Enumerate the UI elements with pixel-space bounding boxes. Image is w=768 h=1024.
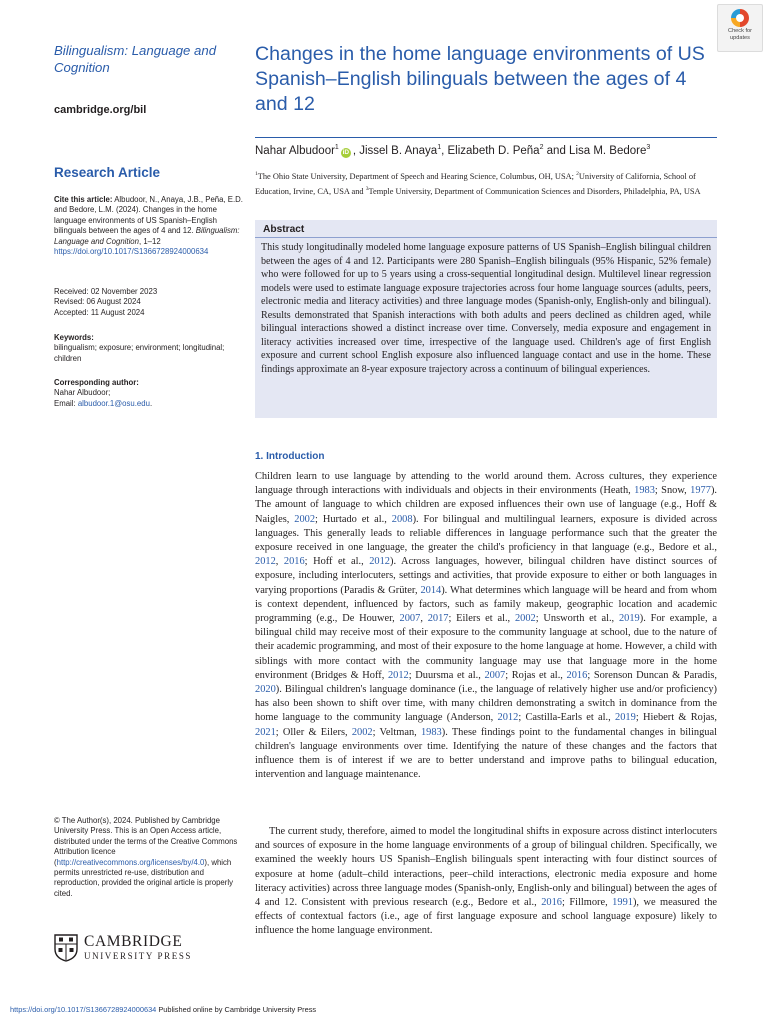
citation-year-link[interactable]: 2012 xyxy=(255,556,276,568)
date-revised: Revised: 06 August 2024 xyxy=(54,297,141,307)
cite-label: Cite this article: xyxy=(54,195,113,204)
paragraph-text: ). These findings point to the fundamental changes in bilingual children's language environments over time. Identifying the nature of these changes and the factors that influence them is of interest if we are to better understand and improve paths to bilingual education, intervention and language maintenance. xyxy=(255,726,717,781)
paragraph-text: ; Hoff et al., xyxy=(304,556,370,568)
license-text-after: ), which permits unrestricted re-use, distribution and reproduction, provided the original article is properly cited. xyxy=(54,857,233,898)
section-heading-introduction: 1. Introduction xyxy=(255,451,325,462)
keywords-label: Keywords: xyxy=(54,333,94,342)
citation-year-link[interactable]: 2012 xyxy=(387,669,409,681)
citation-year-link[interactable]: 2020 xyxy=(255,684,276,696)
author-4-affil: 3 xyxy=(646,144,651,151)
page-footer xyxy=(10,1005,316,1014)
affil-1-text: The Ohio State University, Department of Speech and Hearing Science, Columbus, OH, USA; xyxy=(257,171,577,181)
citation-year-link[interactable]: 2016 xyxy=(283,556,305,568)
date-received: Received: 02 November 2023 xyxy=(54,287,158,296)
citation-year-link[interactable]: 2017 xyxy=(427,613,449,625)
article-dates xyxy=(54,287,244,318)
author-2[interactable]: , Jissel B. Anaya xyxy=(352,144,438,157)
citation-year-link[interactable]: 2002 xyxy=(351,726,373,738)
orcid-icon[interactable]: iD xyxy=(342,148,350,156)
cite-pages: , 1–12 xyxy=(138,236,161,246)
paragraph-text: ). What determines which language will be heard and from whom is context dependent, influenced by factors, such as family makeup, geographic location and academic programming (e.g., De Houwer, xyxy=(255,584,717,625)
citation-year-link[interactable]: 2007 xyxy=(399,613,421,625)
keywords-text: bilingualism; exposure; environment; longitudinal; children xyxy=(54,343,225,363)
citation-year-link[interactable]: 2002 xyxy=(514,613,536,625)
paragraph-text: ; Hiebert & Rojas, xyxy=(635,712,718,724)
paragraph-text: ; Unsworth et al., xyxy=(535,613,619,625)
author-3-affil: 2 xyxy=(539,144,544,151)
paragraph-text: , xyxy=(420,613,428,625)
abstract-heading: Abstract xyxy=(263,224,305,235)
paragraph-text: ). The amount of language to which children are exposed influences their own use of language (e.g., Hoff & Naigles, xyxy=(255,485,717,525)
paragraph-text: ; Castilla-Earls et al., xyxy=(518,712,616,724)
citation-year-link[interactable]: 2014 xyxy=(420,584,442,596)
author-4[interactable]: and Lisa M. Bedore xyxy=(543,144,647,157)
paragraph-text: ). For example, a bilingual child may receive most of their exposure to the community language at school, due to the nature of their academic programming, and most of their exposure to the home language at home. However, a child with siblings with more contact with the community language may use that language more in the home environment (Bridges & Hoff, xyxy=(255,613,717,681)
date-accepted: Accepted: 11 August 2024 xyxy=(54,307,145,317)
author-2-affil: 1 xyxy=(437,144,442,151)
email-link[interactable]: albudoor.1@osu.edu xyxy=(77,398,150,408)
citation-year-link[interactable]: 2016 xyxy=(541,897,562,909)
affil-3-num: 3 xyxy=(365,186,369,192)
citation-year-link[interactable]: 2019 xyxy=(615,712,636,724)
citation-year-link[interactable]: 2007 xyxy=(484,669,506,681)
cambridge-university-press-logo xyxy=(54,934,204,964)
abstract-box xyxy=(255,220,717,418)
paragraph-text: ; Fillmore, xyxy=(561,897,613,909)
paragraph-text: ), we measured the effects of contextual factors (i.e., age of first language exposure and school language exposure) likely to influence the home language environment. xyxy=(255,897,717,937)
cite-this-article xyxy=(54,195,244,257)
paragraph-text: Children learn to use language by attending to the world around them. Across cultures, they experience language through interactions with individuals and objects in their environments (Heath, xyxy=(255,471,717,497)
corresponding-author xyxy=(54,378,244,409)
citation-year-link[interactable]: 2002 xyxy=(294,513,316,525)
publisher-name-line1: CAMBRIDGE xyxy=(84,933,183,950)
paragraph-text: ; Rojas et al., xyxy=(505,669,567,681)
journal-site-link[interactable]: cambridge.org/bil xyxy=(54,104,147,116)
author-1-affil: 1 xyxy=(334,144,339,151)
keywords xyxy=(54,333,244,364)
crossmark-icon xyxy=(731,9,749,27)
affil-3-text: Temple University, Department of Communication Sciences and Disorders, Philadelphia, PA, USA xyxy=(368,186,701,196)
paragraph-text: ). Bilingual children's language dominance (i.e., the language of relatively higher use and/or proficiency) has also been shown to shift over time, with many children demonstrating a switch in dominance from the home language to the community language (Anderson, xyxy=(255,684,717,724)
paragraph-text: ; Oller & Eilers, xyxy=(275,726,352,738)
check-updates-line1: Check for xyxy=(728,28,752,34)
corresponding-label: Corresponding author: xyxy=(54,378,139,387)
citation-year-link[interactable]: 1983 xyxy=(420,726,442,738)
paragraph-text: ). Across languages, however, bilingual children have distinct sources of exposure, including interlocuters, settings and activities, that provide exposure to either or both languages in varying proportions (Paradis & Grüter, xyxy=(255,556,717,596)
citation-year-link[interactable]: 2008 xyxy=(391,513,413,525)
affiliations xyxy=(255,168,717,198)
paragraph-text: ; Sorenson Duncan & Paradis, xyxy=(587,669,717,681)
affil-1-num: 1 xyxy=(255,171,258,177)
article-title: Changes in the home language environments of US Spanish–English bilinguals between the ages of 4 and 12 xyxy=(255,43,705,115)
paragraph-text: ; Veltman, xyxy=(372,726,421,738)
license-text-before: © The Author(s), 2024. Published by Cambridge University Press. This is an Open Access article, distributed under the terms of the Creative Commons Attribution licence ( xyxy=(54,816,238,867)
citation-year-link[interactable]: 2019 xyxy=(618,613,640,625)
author-list xyxy=(255,144,725,158)
footer-text: Published online by Cambridge University Press xyxy=(156,1005,317,1014)
license-url-link[interactable]: http://creativecommons.org/licenses/by/4.0 xyxy=(56,857,205,867)
article-type: Research Article xyxy=(54,165,161,180)
citation-year-link[interactable]: 1983 xyxy=(634,485,655,497)
paragraph-text: ; Eilers et al., xyxy=(448,613,515,625)
journal-name xyxy=(54,42,244,76)
journal-name-line2: Cognition xyxy=(54,60,110,75)
abstract-divider xyxy=(255,237,717,238)
cambridge-crest-icon xyxy=(54,934,78,962)
author-1[interactable]: Nahar Albudoor xyxy=(255,144,335,157)
citation-year-link[interactable]: 1977 xyxy=(690,485,711,497)
paragraph-text: The current study, therefore, aimed to model the longitudinal shifts in exposure across distinct interlocuters and sources of exposure in the home language environments of a group of bilingual children. Specifically, we examined the weekly hours US Spanish–English bilinguals spent interacting with four distinct sources of exposure at home (adult–child interactions, peer–child interactions, electronic media exposure and home literacy activities) across three language modes (Spanish-only, English-only and bilingual) between the ages of 4 and 12. Consistent with previous research (e.g., Bedore et al., xyxy=(255,826,717,909)
cite-doi-link[interactable]: https://doi.org/10.1017/S1366728924000634 xyxy=(54,247,209,257)
email-end: . xyxy=(149,398,153,408)
intro-paragraph-2 xyxy=(255,825,717,939)
check-updates-line2: updates xyxy=(730,34,750,41)
citation-year-link[interactable]: 2012 xyxy=(497,712,519,724)
license-notice xyxy=(54,816,244,899)
citation-year-link[interactable]: 2021 xyxy=(255,726,276,738)
paragraph-text: ). For bilingual and multilingual learners, exposure is divided across languages. This generally leads to reliable differences in language performance such that the greater the exposure received in one language, the greater the child's proficiency in that language (e.g., Bedore et al., xyxy=(255,513,717,554)
title-divider xyxy=(255,137,717,138)
footer-doi-link[interactable]: https://doi.org/10.1017/S1366728924000634 xyxy=(10,1005,157,1014)
citation-year-link[interactable]: 1991 xyxy=(612,897,633,909)
citation-year-link[interactable]: 2012 xyxy=(369,556,390,568)
author-3[interactable]: , Elizabeth D. Peña xyxy=(441,144,540,157)
check-for-updates-badge[interactable] xyxy=(717,4,763,52)
paragraph-text: ; Hurtado et al., xyxy=(315,513,392,525)
journal-name-line1: Bilingualism: Language and xyxy=(54,43,217,58)
email-label: Email: xyxy=(54,398,78,408)
cite-text: Albudoor, N., Anaya, J.B., Peña, E.D. and Bedore, L.M. (2024). Changes in the home language environments of US Spanish–English bilinguals between the ages of 4 and 12. xyxy=(54,195,243,236)
corresponding-name: Nahar Albudoor; xyxy=(54,388,111,398)
paragraph-text: ; Snow, xyxy=(654,485,691,497)
intro-paragraph-1 xyxy=(255,470,717,782)
paragraph-text: ; Duursma et al., xyxy=(408,669,485,681)
publisher-name-line2: UNIVERSITY PRESS xyxy=(84,951,193,961)
paragraph-text: , xyxy=(275,556,284,568)
affil-2-text: University of California, School of Education, Irvine, CA, USA and xyxy=(255,171,696,196)
citation-year-link[interactable]: 2016 xyxy=(566,669,588,681)
cite-journal: Bilingualism: Language and Cognition xyxy=(54,226,240,246)
abstract-text: This study longitudinally modeled home language exposure patterns of US Spanish–English bilingual children between the ages of 4 and 12. Participants were 280 Spanish–English bilinguals (95% Hispanic, 52% female) who were followed for up to 5 years using a cross-sequential longitudinal design. Multilevel linear regression models were used to estimate language exposure trajectories across four home language sources (adults, peers, electronic media and literacy activities) and three language modes (Spanish-only, English-only and bilingual). Results demonstrated that Spanish interactions with both adults and peers declined as children aged, while bilingual interactions showed a distinct increase over time. Conversely, media exposure and engagement in literacy activities increased over time, irrespective of the language used. Children's age of first English exposure and current school English exposure also influenced language contact and use in the home. These findings approximate an 8-year exposure trajectory across a continuum of bilingual experiences. xyxy=(261,242,711,375)
affil-2-num: 2 xyxy=(576,171,579,177)
